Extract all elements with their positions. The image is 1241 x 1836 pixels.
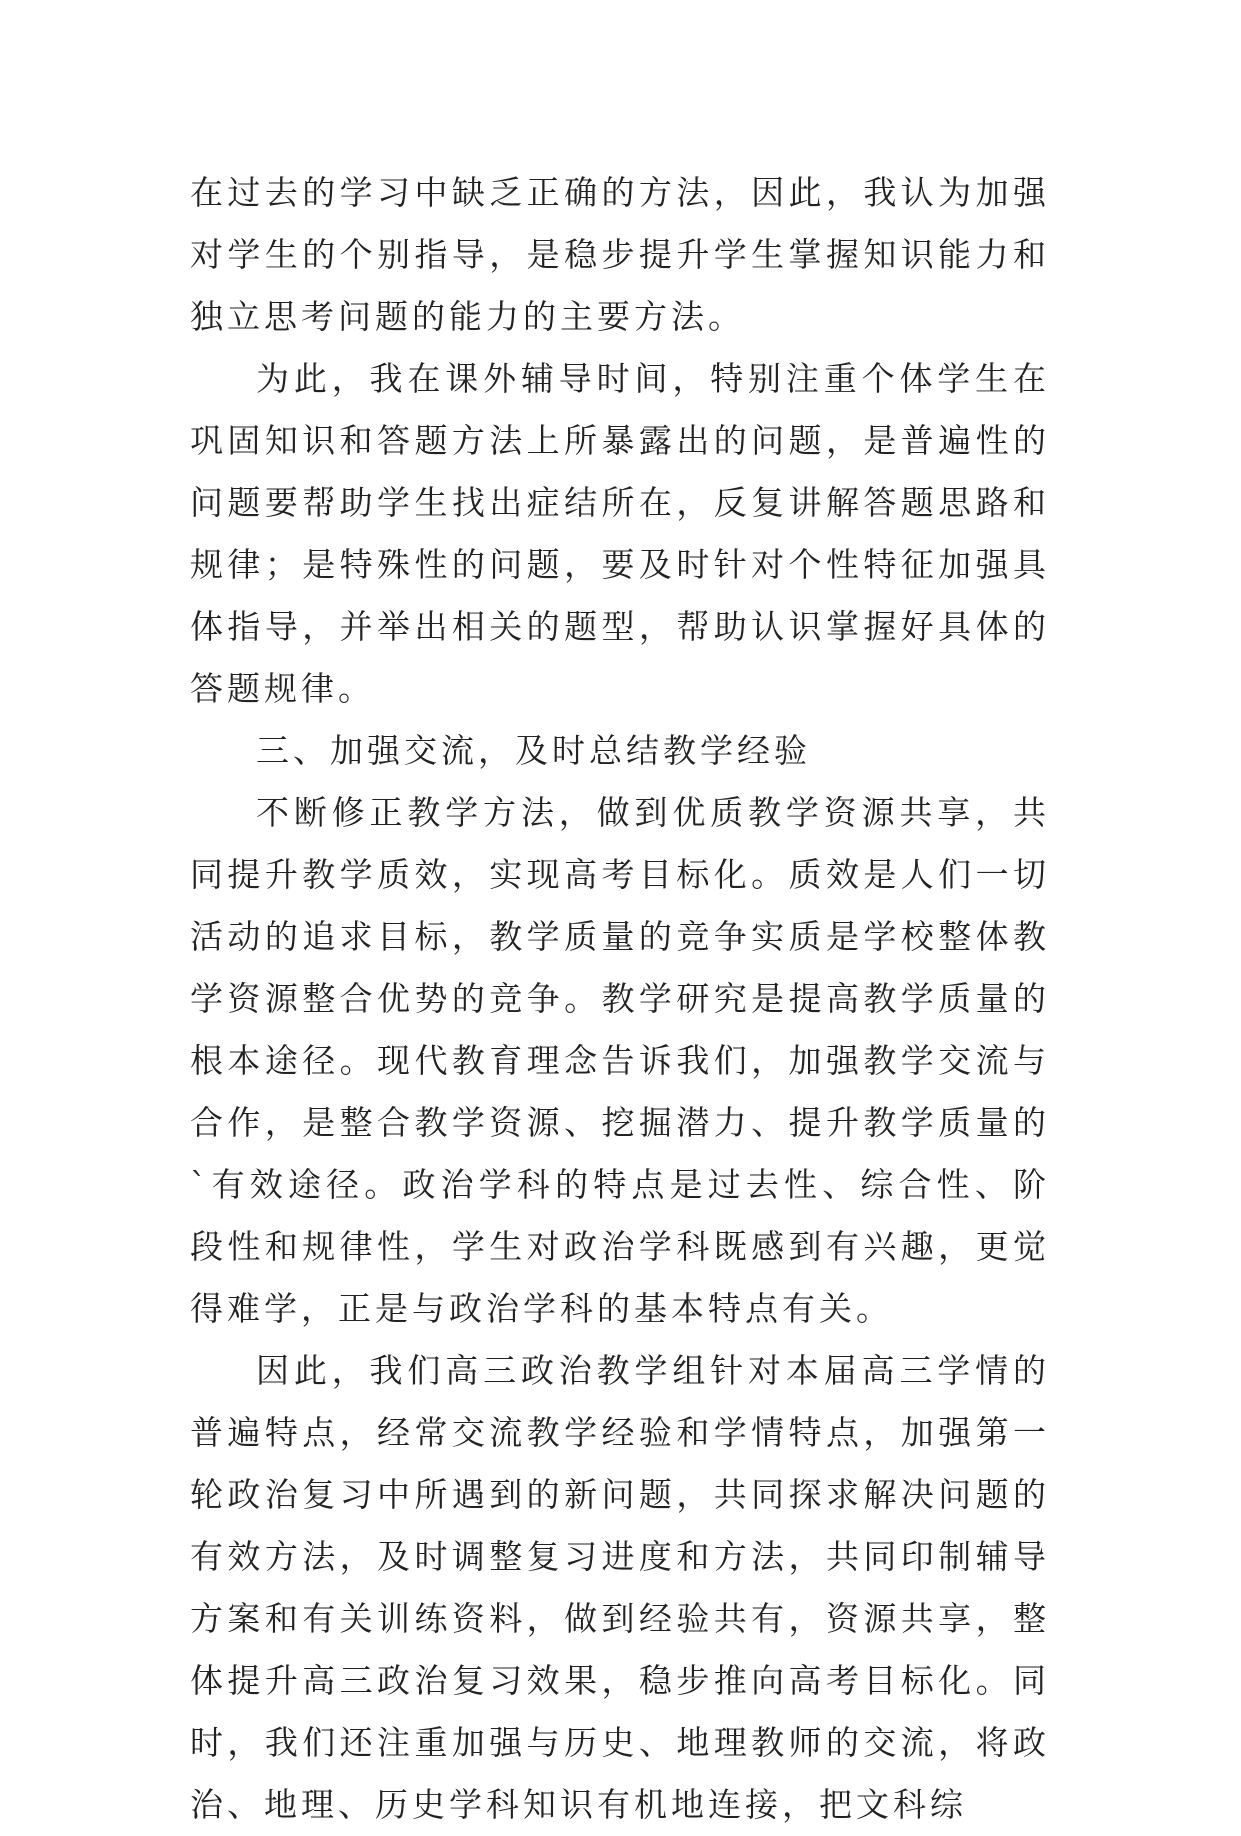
paragraph-continued: 在过去的学习中缺乏正确的方法，因此，我认为加强对学生的个别指导，是稳步提升学生掌握知识能力和独立思考问题的能力的主要方法。 bbox=[190, 173, 1050, 336]
paragraph-teaching-group: 因此，我们高三政治教学组针对本届高三学情的普遍特点，经常交流教学经验和学情特点，加强第一轮政治复习中所遇到的新问题，共同探求解决问题的有效方法，及时调整复习进度和方法，共同印制辅导方案和有关训练资料，做到经验共有，资源共享，整体提升高三政治复习效果，稳步推向高考目标化。同时，我们还注重加强与历史、地理教师的交流，将政治、地理、历史学科知识有机地连接，把文科综 bbox=[190, 1351, 1050, 1824]
paragraph-teaching-methods: 不断修正教学方法，做到优质教学资源共享，共同提升教学质效，实现高考目标化。质效是人们一切活动的追求目标，教学质量的竞争实质是学校整体教学资源整合优势的竞争。教学研究是提高教学质量的根本途径。现代教育理念告诉我们，加强教学交流与合作，是整合教学资源、挖掘潜力、提升教学质量的`有效途径。政治学科的特点是过去性、综合性、阶段性和规律性，学生对政治学科既感到有兴趣，更觉得难学，正是与政治学科的基本特点有关。 bbox=[190, 793, 1050, 1328]
paragraph-individual-guidance: 为此，我在课外辅导时间，特别注重个体学生在巩固知识和答题方法上所暴露出的问题，是普遍性的问题要帮助学生找出症结所在，反复讲解答题思路和规律；是特殊性的问题，要及时针对个性特征加强具体指导，并举出相关的题型，帮助认识掌握好具体的答题规律。 bbox=[190, 359, 1050, 708]
document-body bbox=[190, 162, 1050, 1836]
section-heading-exchange: 三、加强交流，及时总结教学经验 bbox=[256, 731, 811, 770]
